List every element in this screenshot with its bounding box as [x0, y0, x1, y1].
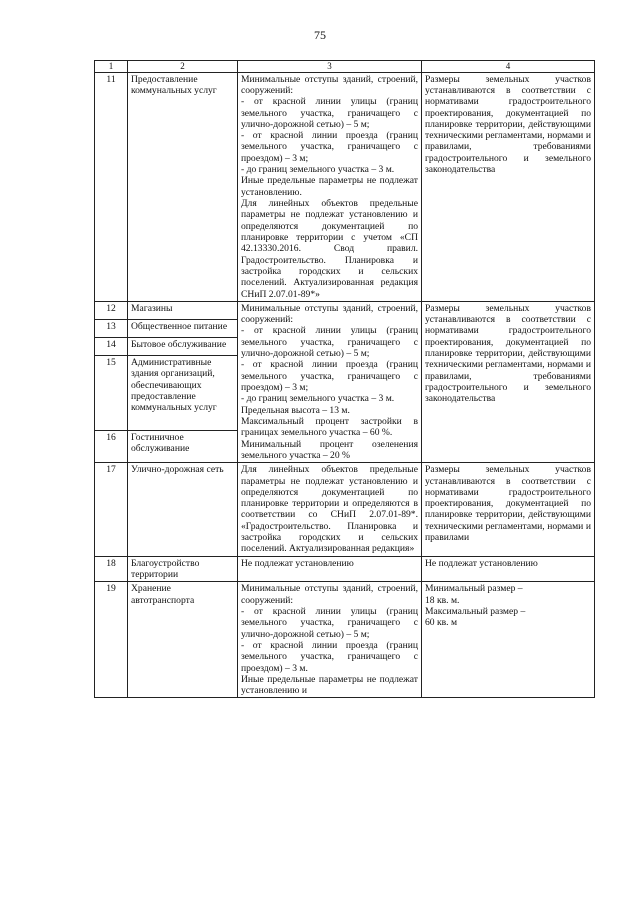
parameter-line: Минимальные отступы зданий, строений, сооружений: [241, 302, 418, 326]
parameter-line: - от красной линии улицы (границ земельного участка, граничащего с улично-дорожной сетью) – 5 м; [241, 325, 418, 360]
row-number: 11 [95, 72, 128, 301]
column-header: 1 [95, 61, 128, 73]
table-row [95, 301, 595, 319]
row-number: 13 [95, 319, 128, 337]
table-row [95, 463, 595, 557]
row-number: 12 [95, 301, 128, 319]
parameter-line: Минимальные отступы зданий, строений, сооружений: [241, 583, 418, 606]
parameter-line: Для линейных объектов предельные параметры не подлежат установлению и определяются документацией по планировке территории и определяются в соответствии со СНиП 2.07.01-89*. «Градостроительство. Планировка и застройка городских и сельских поселений. Актуализированная редакция» [241, 464, 418, 555]
parameter-line: Максимальный процент застройки в границах земельного участка – 60 %. [241, 415, 418, 439]
parameter-line: - от красной линии улицы (границ земельного участка, граничащего с улично-дорожной сетью) – 5 м; [241, 96, 418, 130]
column-header: 2 [128, 61, 238, 73]
land-use-name: Административные здания организаций, обеспечивающих предоставление коммунальных услуг [128, 355, 238, 430]
parameters-cell [238, 582, 422, 698]
table-header-row [95, 61, 595, 73]
table-row [95, 72, 595, 301]
plot-size-line: Размеры земельных участков устанавливаются в соответствии с нормативами градостроительного проектирования, документацией по планировке территории, действующими техническими регламентами, нормами и правилами, требованиями градостроительного и земельного законодательства [425, 302, 591, 405]
page-number: 75 [314, 28, 326, 42]
parameter-line: Минимальные отступы зданий, строений, сооружений: [241, 73, 418, 96]
row-number: 14 [95, 337, 128, 355]
row-number: 15 [95, 355, 128, 430]
parameter-line: - до границ земельного участка – 3 м. [241, 393, 395, 405]
parameter-line: Для линейных объектов предельные параметры не подлежат установлению и определяются документацией по планировке территории с учетом «СП 42.13330.2016. Свод правил. Градостроительство. Планировка и застройка городских и сельских поселений. Актуализированная редакция СНиП 2.07.01-89*» [241, 198, 418, 300]
row-number: 18 [95, 556, 128, 582]
land-use-name: Общественное питание [128, 319, 238, 337]
table-row [95, 556, 595, 582]
parameters-cell [238, 301, 422, 462]
row-number: 17 [95, 463, 128, 557]
parameter-line: Минимальный процент озеленения земельного участка – 20 % [241, 438, 418, 461]
plot-size-cell [422, 72, 595, 301]
plot-size-line: 60 кв. м [425, 617, 458, 629]
column-header: 3 [238, 61, 422, 73]
land-use-name: Хранение автотранспорта [128, 582, 238, 698]
table-row [95, 582, 595, 698]
land-use-name: Улично-дорожная сеть [128, 463, 238, 557]
plot-size-cell [422, 463, 595, 557]
plot-size-line: Максимальный размер – [425, 605, 526, 617]
land-use-name: Бытовое обслуживание [128, 337, 238, 355]
row-number: 19 [95, 582, 128, 698]
plot-size-cell [422, 556, 595, 582]
plot-size-line: Не подлежат установлению [425, 557, 538, 569]
plot-size-line: Минимальный размер – [425, 583, 523, 595]
plot-size-line: Размеры земельных участков устанавливаются в соответствии с нормативами градостроительного проектирования, документацией по планировке территории, действующими техническими регламентами, нормами и правилами [425, 464, 591, 544]
land-use-name: Благоустройство территории [128, 556, 238, 582]
parameter-line: Иные предельные параметры не подлежат установлению и [241, 673, 418, 697]
regulations-table [94, 60, 595, 698]
plot-size-cell [422, 582, 595, 698]
parameters-cell [238, 72, 422, 301]
parameter-line: Предельная высота – 13 м. [241, 404, 350, 416]
column-header: 4 [422, 61, 595, 73]
row-number: 16 [95, 430, 128, 462]
parameters-cell [238, 556, 422, 582]
parameter-line: - от красной линии проезда (границ земельного участка, граничащего с проездом) – 3 м. [241, 639, 418, 674]
land-use-name: Магазины [128, 301, 238, 319]
plot-size-line: 18 кв. м. [425, 594, 460, 606]
parameter-line: Не подлежат установлению [241, 557, 354, 569]
parameters-cell [238, 463, 422, 557]
land-use-name: Предоставление коммунальных услуг [128, 72, 238, 301]
parameter-line: - от красной линии проезда (границ земельного участка, граничащего с проездом) – 3 м; [241, 130, 418, 164]
parameter-line: Иные предельные параметры не подлежат установлению. [241, 175, 418, 198]
parameter-line: - от красной линии улицы (границ земельного участка, граничащего с улично-дорожной сетью) – 5 м; [241, 605, 418, 640]
land-use-name: Гостиничное обслуживание [128, 430, 238, 462]
plot-size-line: Размеры земельных участков устанавливаются в соответствии с нормативами градостроительного проектирования, документацией по планировке территории, действующими техническими регламентами, нормами и правилами, требованиями градостроительного и земельного законодательства [425, 73, 591, 176]
plot-size-cell [422, 301, 595, 462]
parameter-line: - до границ земельного участка – 3 м. [241, 164, 395, 176]
parameter-line: - от красной линии проезда (границ земельного участка, граничащего с проездом) – 3 м; [241, 359, 418, 394]
